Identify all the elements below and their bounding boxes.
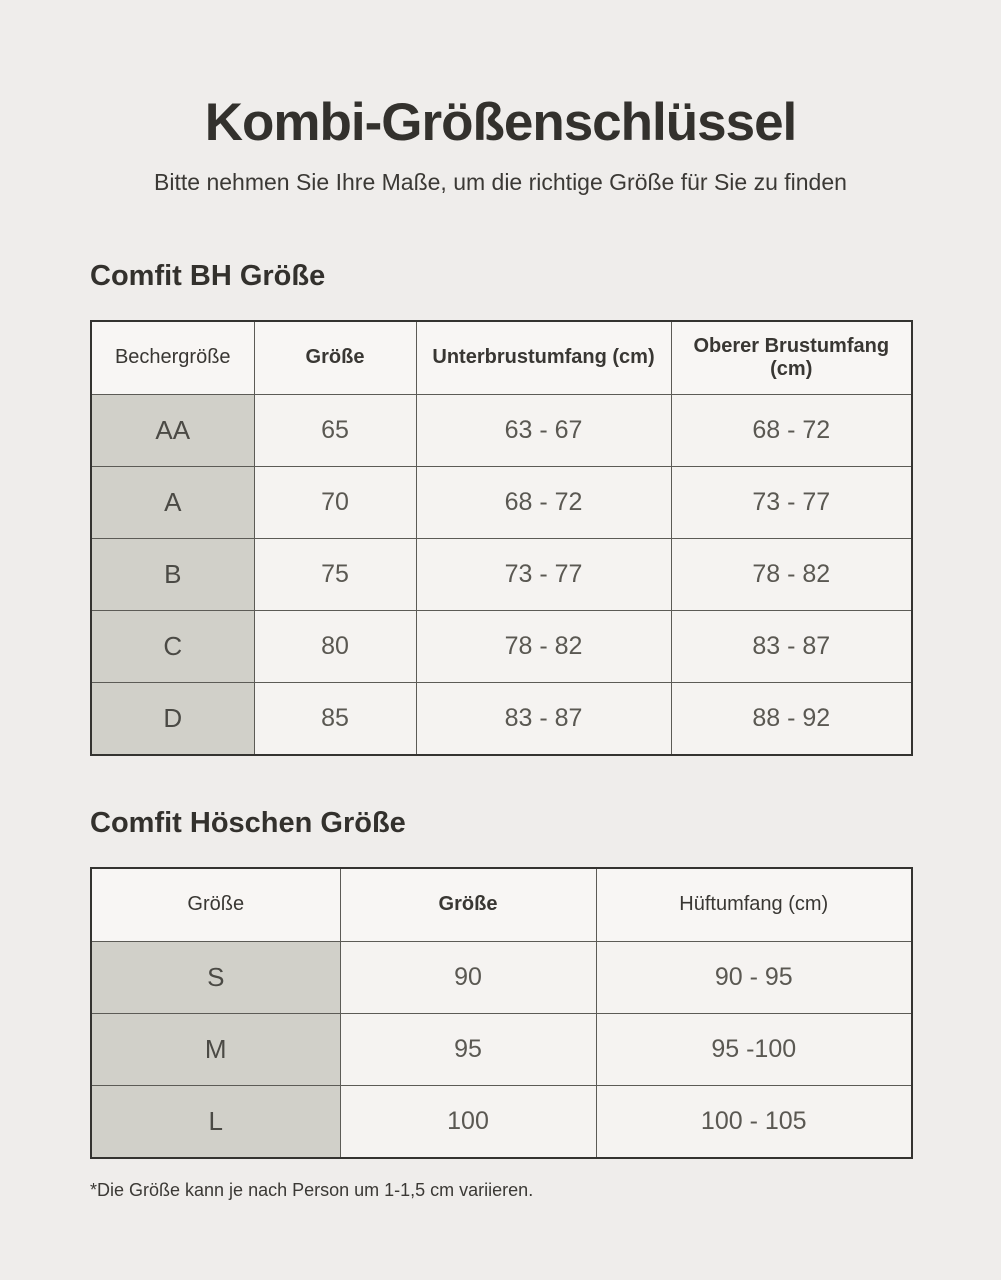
table-cell-upperbust: 83 - 87 xyxy=(671,610,912,682)
table-cell-size-letter: L xyxy=(91,1085,340,1158)
table-cell-size-letter: M xyxy=(91,1013,340,1085)
table-row xyxy=(91,941,912,1013)
table-cell-size-letter: S xyxy=(91,941,340,1013)
table-header-row xyxy=(91,321,912,395)
table-cell-cup: D xyxy=(91,682,254,755)
header-cell-size-number: Größe xyxy=(340,868,596,942)
table-cell-underbust: 63 - 67 xyxy=(416,394,671,466)
table-cell-size-number: 95 xyxy=(340,1013,596,1085)
table-cell-cup: AA xyxy=(91,394,254,466)
table-cell-hip: 100 - 105 xyxy=(596,1085,912,1158)
header-cell-underbust: Unterbrustumfang (cm) xyxy=(416,321,671,395)
header-cell-hip: Hüftumfang (cm) xyxy=(596,868,912,942)
table-cell-underbust: 83 - 87 xyxy=(416,682,671,755)
table-cell-size: 65 xyxy=(254,394,416,466)
panty-section-heading: Comfit Höschen Größe xyxy=(90,806,406,839)
table-cell-size: 70 xyxy=(254,466,416,538)
table-cell-underbust: 68 - 72 xyxy=(416,466,671,538)
table-cell-upperbust: 88 - 92 xyxy=(671,682,912,755)
header-cell-upperbust: Oberer Brustumfang (cm) xyxy=(671,321,912,395)
header-cell-size: Größe xyxy=(254,321,416,395)
table-cell-upperbust: 68 - 72 xyxy=(671,394,912,466)
table-cell-size: 75 xyxy=(254,538,416,610)
table-header-row xyxy=(91,868,912,942)
table-cell-upperbust: 73 - 77 xyxy=(671,466,912,538)
table-cell-hip: 90 - 95 xyxy=(596,941,912,1013)
table-cell-size: 85 xyxy=(254,682,416,755)
table-cell-size-number: 90 xyxy=(340,941,596,1013)
page-title: Kombi-Größenschlüssel xyxy=(204,93,797,152)
header-cell-size-letter: Größe xyxy=(91,868,340,942)
table-cell-cup: A xyxy=(91,466,254,538)
table-row xyxy=(91,466,912,538)
table-cell-underbust: 78 - 82 xyxy=(416,610,671,682)
table-cell-upperbust: 78 - 82 xyxy=(671,538,912,610)
bra-section-heading: Comfit BH Größe xyxy=(90,260,326,292)
header-cell-cup-size: Bechergröße xyxy=(91,321,254,395)
table-cell-size-number: 100 xyxy=(340,1085,596,1158)
table-row xyxy=(91,538,912,610)
table-cell-cup: B xyxy=(91,538,254,610)
table-row xyxy=(91,682,912,755)
panty-size-table xyxy=(90,867,913,1159)
table-cell-underbust: 73 - 77 xyxy=(416,538,671,610)
table-cell-cup: C xyxy=(91,610,254,682)
table-row xyxy=(91,394,912,466)
table-row xyxy=(91,610,912,682)
table-cell-size: 80 xyxy=(254,610,416,682)
table-cell-hip: 95 -100 xyxy=(596,1013,912,1085)
bra-size-table xyxy=(90,320,913,756)
table-row xyxy=(91,1013,912,1085)
table-row xyxy=(91,1085,912,1158)
page-subtitle: Bitte nehmen Sie Ihre Maße, um die richtige Größe für Sie zu finden xyxy=(154,169,847,196)
size-variation-footnote: *Die Größe kann je nach Person um 1-1,5 cm variieren. xyxy=(90,1179,534,1200)
